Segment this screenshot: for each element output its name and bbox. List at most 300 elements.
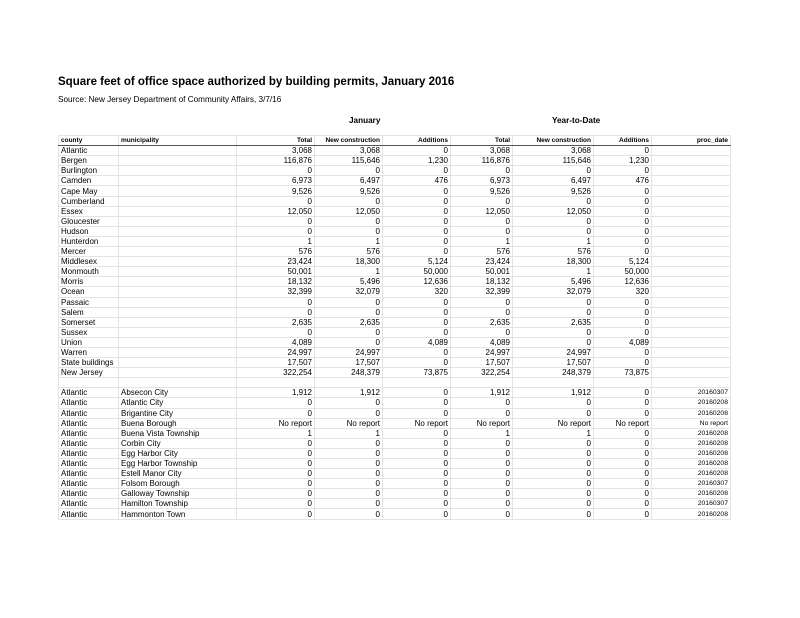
table-cell: 0 [451, 398, 513, 408]
table-cell: 0 [383, 459, 451, 469]
table-cell: 0 [451, 448, 513, 458]
county-row [59, 247, 731, 257]
table-cell: Atlantic [59, 398, 119, 408]
table-cell: 3,068 [513, 146, 594, 156]
table-cell: 576 [237, 247, 315, 257]
table-cell [119, 317, 237, 327]
col-header-ytd-total: Total [451, 136, 513, 146]
empty-cell [652, 378, 731, 388]
table-cell: 4,089 [451, 337, 513, 347]
table-cell: 0 [383, 247, 451, 257]
table-cell: Egg Harbor City [119, 448, 237, 458]
table-cell: 0 [451, 216, 513, 226]
table-cell: 5,496 [315, 277, 383, 287]
table-cell: 0 [383, 327, 451, 337]
empty-cell [451, 378, 513, 388]
table-cell [119, 176, 237, 186]
table-cell: Brigantine City [119, 408, 237, 418]
county-row [59, 317, 731, 327]
table-cell: 2,635 [315, 317, 383, 327]
table-cell: 0 [383, 166, 451, 176]
county-row [59, 186, 731, 196]
table-cell: Sussex [59, 327, 119, 337]
municipality-row [59, 509, 731, 519]
table-cell [652, 166, 731, 176]
table-cell: Atlantic [59, 388, 119, 398]
table-cell: 0 [451, 459, 513, 469]
report-title: Square feet of office space authorized by building permits, January 2016 [58, 76, 455, 88]
table-cell: 0 [513, 337, 594, 347]
municipality-row [59, 418, 731, 428]
table-cell [652, 317, 731, 327]
table-cell [652, 247, 731, 257]
table-cell: 0 [594, 146, 652, 156]
table-cell: 20160208 [652, 398, 731, 408]
county-row [59, 347, 731, 357]
table-cell: Atlantic [59, 469, 119, 479]
county-row [59, 277, 731, 287]
table-cell: Morris [59, 277, 119, 287]
table-cell: 20160208 [652, 438, 731, 448]
table-cell [652, 236, 731, 246]
table-cell: 1 [315, 267, 383, 277]
table-cell: 6,973 [451, 176, 513, 186]
table-cell [652, 206, 731, 216]
table-cell: 12,050 [513, 206, 594, 216]
table-cell: 0 [237, 448, 315, 458]
table-cell: Folsom Borough [119, 479, 237, 489]
table-cell: 0 [513, 327, 594, 337]
table-cell [119, 327, 237, 337]
table-cell: 476 [594, 176, 652, 186]
table-cell: 0 [315, 509, 383, 519]
table-cell: 1 [513, 236, 594, 246]
table-cell: 0 [237, 398, 315, 408]
county-row [59, 226, 731, 236]
table-cell: 18,132 [237, 277, 315, 287]
table-cell: 0 [513, 398, 594, 408]
table-cell: 20160208 [652, 469, 731, 479]
table-cell: 0 [383, 428, 451, 438]
table-cell [119, 257, 237, 267]
table-cell: 0 [451, 196, 513, 206]
table-cell: 0 [383, 448, 451, 458]
table-cell: 0 [451, 479, 513, 489]
table-cell [119, 206, 237, 216]
table-cell: 0 [594, 247, 652, 257]
table-cell [652, 216, 731, 226]
county-row [59, 257, 731, 267]
table-cell [652, 267, 731, 277]
table-cell [119, 368, 237, 378]
table-cell: No report [315, 418, 383, 428]
table-cell: 32,079 [315, 287, 383, 297]
empty-cell [315, 378, 383, 388]
table-cell: 9,526 [237, 186, 315, 196]
table-cell: 0 [237, 196, 315, 206]
table-cell: Corbin City [119, 438, 237, 448]
table-cell [119, 277, 237, 287]
empty-cell [513, 378, 594, 388]
table-cell [652, 176, 731, 186]
table-cell: 248,379 [315, 368, 383, 378]
table-cell: 0 [237, 408, 315, 418]
table-cell: No report [513, 418, 594, 428]
table-cell: 17,507 [451, 358, 513, 368]
table-cell [652, 307, 731, 317]
table-cell: 320 [383, 287, 451, 297]
table-cell: 1 [237, 428, 315, 438]
table-cell: 0 [594, 166, 652, 176]
table-cell [119, 186, 237, 196]
table-cell: 0 [513, 297, 594, 307]
table-cell: 73,875 [594, 368, 652, 378]
table-cell: No report [594, 418, 652, 428]
table-cell: 0 [594, 236, 652, 246]
table-cell: 0 [315, 216, 383, 226]
table-cell: Atlantic [59, 418, 119, 428]
table-cell: 0 [383, 146, 451, 156]
table-cell: 0 [451, 307, 513, 317]
county-row [59, 156, 731, 166]
table-cell: 2,635 [451, 317, 513, 327]
table-cell: 1,230 [383, 156, 451, 166]
table-cell: Burlington [59, 166, 119, 176]
table-cell: 0 [513, 226, 594, 236]
table-cell [119, 146, 237, 156]
table-cell: 0 [513, 216, 594, 226]
table-cell: 12,636 [383, 277, 451, 287]
table-cell: 0 [383, 297, 451, 307]
table-header-row [59, 136, 731, 146]
table-cell: 24,997 [451, 347, 513, 357]
table-cell: 0 [383, 196, 451, 206]
table-cell: 1 [315, 428, 383, 438]
table-cell: 0 [594, 297, 652, 307]
col-header-jan-new: New construction [315, 136, 383, 146]
table-cell: 0 [315, 166, 383, 176]
table-cell: 0 [451, 166, 513, 176]
table-cell: 115,646 [315, 156, 383, 166]
table-cell: 18,300 [513, 257, 594, 267]
table-cell: Atlantic [59, 438, 119, 448]
county-row [59, 337, 731, 347]
table-cell [119, 297, 237, 307]
table-cell: 12,050 [315, 206, 383, 216]
table-cell: 0 [451, 489, 513, 499]
table-cell: 12,050 [451, 206, 513, 216]
table-cell: 0 [383, 398, 451, 408]
table-cell: 5,496 [513, 277, 594, 287]
empty-cell [237, 378, 315, 388]
table-cell: 23,424 [451, 257, 513, 267]
table-cell: 1 [513, 267, 594, 277]
table-cell: 4,089 [383, 337, 451, 347]
table-cell [652, 368, 731, 378]
table-cell: 0 [383, 206, 451, 216]
table-cell: 24,997 [237, 347, 315, 357]
table-cell: 0 [451, 509, 513, 519]
table-cell: No report [652, 418, 731, 428]
table-cell: 0 [451, 297, 513, 307]
table-cell: 0 [383, 438, 451, 448]
table-cell: 0 [315, 327, 383, 337]
table-cell: Hudson [59, 226, 119, 236]
table-cell [652, 327, 731, 337]
table-cell [119, 347, 237, 357]
table-cell: 0 [594, 469, 652, 479]
table-cell: 0 [513, 166, 594, 176]
table-cell: 20160208 [652, 408, 731, 418]
table-cell: Buena Vista Township [119, 428, 237, 438]
table-cell: 20160208 [652, 459, 731, 469]
table-cell: Bergen [59, 156, 119, 166]
table-cell: Warren [59, 347, 119, 357]
table-cell: 5,124 [594, 257, 652, 267]
table-cell: 3,068 [237, 146, 315, 156]
municipality-row [59, 388, 731, 398]
table-cell: 17,507 [315, 358, 383, 368]
table-cell: 1,912 [513, 388, 594, 398]
municipality-row [59, 408, 731, 418]
table-cell: 0 [594, 448, 652, 458]
table-cell: 20160307 [652, 388, 731, 398]
table-cell: 0 [383, 236, 451, 246]
county-row [59, 236, 731, 246]
table-cell: 0 [451, 469, 513, 479]
municipality-row [59, 499, 731, 509]
table-cell: Monmouth [59, 267, 119, 277]
table-cell [652, 287, 731, 297]
table-cell: 0 [594, 206, 652, 216]
table-cell: 116,876 [451, 156, 513, 166]
table-cell: Cape May [59, 186, 119, 196]
table-cell [652, 358, 731, 368]
table-cell: 0 [383, 509, 451, 519]
table-cell: 20160208 [652, 448, 731, 458]
table-cell [652, 156, 731, 166]
col-header-county: county [59, 136, 119, 146]
table-cell: Egg Harbor Township [119, 459, 237, 469]
empty-cell [383, 378, 451, 388]
municipality-row [59, 479, 731, 489]
table-cell: 0 [594, 499, 652, 509]
table-cell: 576 [513, 247, 594, 257]
table-cell: 0 [513, 408, 594, 418]
table-cell: 0 [513, 489, 594, 499]
county-row [59, 206, 731, 216]
table-cell [119, 358, 237, 368]
table-cell: 9,526 [513, 186, 594, 196]
county-row [59, 196, 731, 206]
table-cell: 1 [451, 236, 513, 246]
table-cell: 0 [451, 408, 513, 418]
table-cell: 1,912 [237, 388, 315, 398]
col-header-jan-total: Total [237, 136, 315, 146]
table-cell: 0 [451, 327, 513, 337]
table-cell: 1 [237, 236, 315, 246]
table-cell: State buildings [59, 358, 119, 368]
table-cell: No report [451, 418, 513, 428]
table-cell: 322,254 [451, 368, 513, 378]
table-cell [652, 297, 731, 307]
table-cell: 0 [594, 186, 652, 196]
table-cell: 0 [315, 479, 383, 489]
municipality-row [59, 448, 731, 458]
table-cell: 0 [237, 499, 315, 509]
report-source: Source: New Jersey Department of Community Affairs, 3/7/16 [58, 95, 282, 104]
table-cell: Atlantic [59, 408, 119, 418]
table-cell: Atlantic [59, 428, 119, 438]
county-row [59, 327, 731, 337]
table-cell: 0 [594, 398, 652, 408]
table-cell: 0 [237, 307, 315, 317]
table-cell: 50,000 [383, 267, 451, 277]
table-cell: 6,973 [237, 176, 315, 186]
table-cell: 17,507 [513, 358, 594, 368]
table-cell: 0 [513, 479, 594, 489]
municipality-row [59, 459, 731, 469]
table-cell: 23,424 [237, 257, 315, 267]
table-cell: 0 [594, 479, 652, 489]
table-cell: 0 [237, 509, 315, 519]
table-cell [119, 156, 237, 166]
table-cell: 0 [451, 499, 513, 509]
table-cell: 0 [237, 469, 315, 479]
table-cell: 0 [513, 438, 594, 448]
table-cell: 0 [315, 337, 383, 347]
table-cell: 24,997 [513, 347, 594, 357]
table-cell [652, 337, 731, 347]
table-cell: Atlantic [59, 146, 119, 156]
table-cell: 0 [594, 216, 652, 226]
table-cell: 0 [594, 317, 652, 327]
table-cell: Hunterdon [59, 236, 119, 246]
table-cell: 1,912 [315, 388, 383, 398]
table-cell: 0 [315, 499, 383, 509]
table-cell: 0 [594, 438, 652, 448]
table-cell: 0 [237, 166, 315, 176]
table-cell [652, 277, 731, 287]
col-header-ytd-new: New construction [513, 136, 594, 146]
table-cell: 0 [383, 489, 451, 499]
table-cell: 3,068 [315, 146, 383, 156]
empty-cell [594, 378, 652, 388]
municipality-row [59, 469, 731, 479]
table-cell: Atlantic [59, 509, 119, 519]
county-row [59, 287, 731, 297]
table-cell: 0 [315, 469, 383, 479]
table-cell [119, 236, 237, 246]
table-cell: 320 [594, 287, 652, 297]
table-cell: 0 [513, 196, 594, 206]
col-header-jan-additions: Additions [383, 136, 451, 146]
table-cell: 0 [594, 509, 652, 519]
table-cell: 0 [594, 358, 652, 368]
table-cell: 1,230 [594, 156, 652, 166]
table-cell: Atlantic [59, 479, 119, 489]
county-row [59, 216, 731, 226]
table-cell: 0 [513, 459, 594, 469]
table-cell: 4,089 [594, 337, 652, 347]
county-row [59, 267, 731, 277]
table-cell: Gloucester [59, 216, 119, 226]
county-row [59, 307, 731, 317]
spacer-row [59, 378, 731, 388]
table-cell: 12,050 [237, 206, 315, 216]
table-cell: Camden [59, 176, 119, 186]
county-row [59, 176, 731, 186]
table-cell: 20160208 [652, 489, 731, 499]
table-cell: 0 [315, 489, 383, 499]
empty-cell [59, 378, 119, 388]
table-cell: Essex [59, 206, 119, 216]
table-cell: 0 [315, 196, 383, 206]
table-cell [119, 196, 237, 206]
table-cell: 0 [315, 408, 383, 418]
table-cell: Cumberland [59, 196, 119, 206]
table-cell [119, 216, 237, 226]
table-cell: 0 [237, 216, 315, 226]
municipality-row [59, 438, 731, 448]
table-cell: Salem [59, 307, 119, 317]
table-cell: 0 [594, 428, 652, 438]
table-cell: 24,997 [315, 347, 383, 357]
table-cell: 0 [237, 479, 315, 489]
table-cell: 0 [451, 438, 513, 448]
county-row [59, 166, 731, 176]
col-header-municipality: municipality [119, 136, 237, 146]
table-cell [652, 257, 731, 267]
table-cell [652, 347, 731, 357]
table-cell [119, 287, 237, 297]
table-cell: 0 [594, 196, 652, 206]
table-cell: 6,497 [315, 176, 383, 186]
table-cell: 2,635 [237, 317, 315, 327]
table-cell: 476 [383, 176, 451, 186]
table-cell: 1 [513, 428, 594, 438]
table-cell: 0 [383, 469, 451, 479]
table-cell: 0 [383, 408, 451, 418]
table-cell: 0 [383, 347, 451, 357]
table-cell: Mercer [59, 247, 119, 257]
col-header-proc-date: proc_date [652, 136, 731, 146]
table-cell: 50,001 [237, 267, 315, 277]
table-cell: 0 [315, 459, 383, 469]
table-cell: 5,124 [383, 257, 451, 267]
table-cell: 0 [383, 226, 451, 236]
table-cell: 0 [237, 438, 315, 448]
table-cell: 0 [237, 226, 315, 236]
empty-cell [119, 378, 237, 388]
table-cell: Buena Borough [119, 418, 237, 428]
table-cell [652, 146, 731, 156]
table-cell: 20160208 [652, 509, 731, 519]
table-cell: 18,132 [451, 277, 513, 287]
table-cell: 20160307 [652, 479, 731, 489]
municipality-row [59, 398, 731, 408]
table-cell: 0 [383, 317, 451, 327]
municipality-row [59, 489, 731, 499]
table-cell: 0 [383, 479, 451, 489]
county-row [59, 358, 731, 368]
table-cell: Galloway Township [119, 489, 237, 499]
table-cell: Hammonton Town [119, 509, 237, 519]
table-cell: 0 [383, 499, 451, 509]
table-cell: Passaic [59, 297, 119, 307]
table-cell: Union [59, 337, 119, 347]
table-cell: 0 [594, 388, 652, 398]
